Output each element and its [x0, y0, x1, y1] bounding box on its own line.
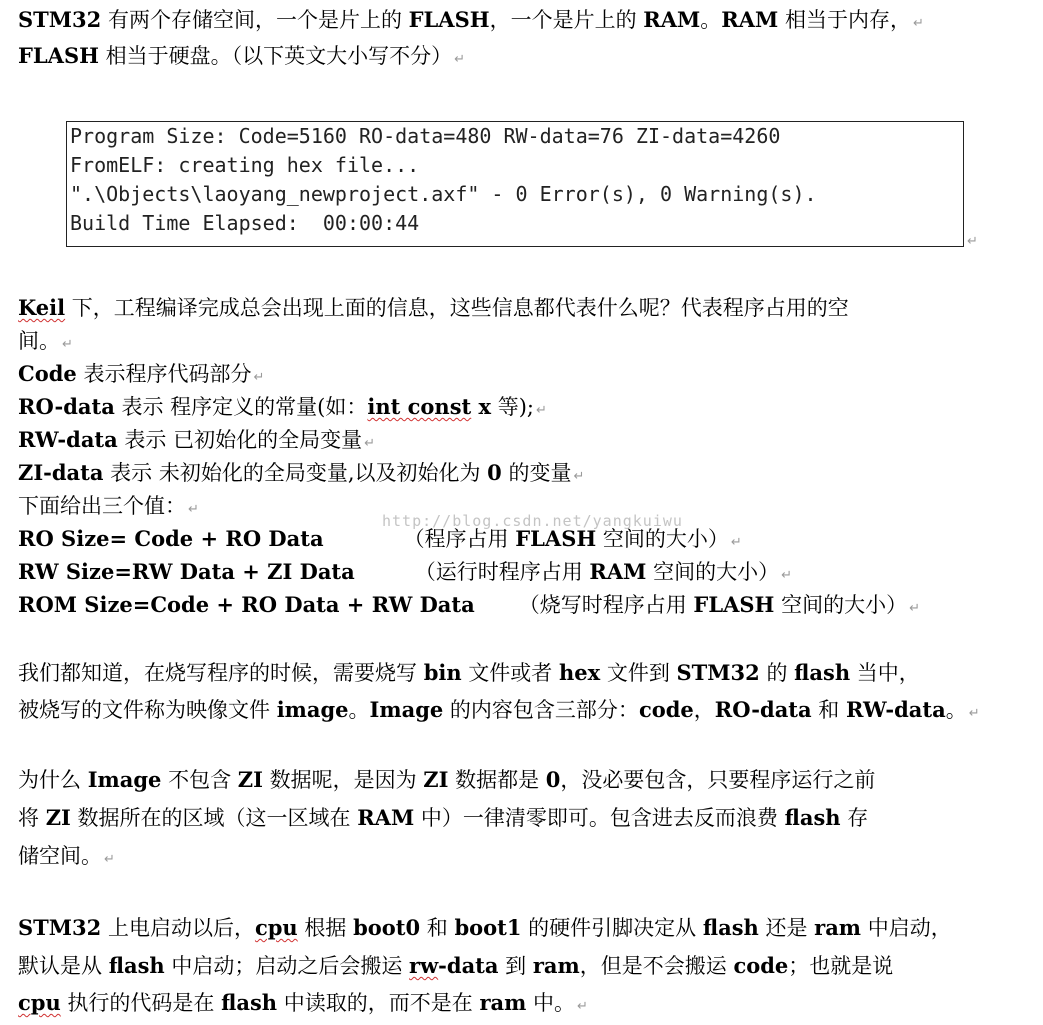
text-run: 当中， [850, 661, 920, 685]
text-run: 不包含 [161, 768, 238, 792]
text-run: cpu [254, 915, 298, 940]
text-run: RAM [721, 7, 779, 32]
text-run: 等); [491, 395, 535, 419]
text-run: 执行的代码是在 [60, 991, 222, 1015]
text-run: ；也就是说 [788, 954, 894, 978]
build-output-line: Build Time Elapsed: 00:00:44 [70, 211, 420, 235]
zi-paragraph-line-3 [18, 838, 115, 878]
text-run: int const [367, 394, 472, 419]
paragraph-mark-icon: ↵ [909, 601, 920, 616]
text-run: STM32 [18, 915, 102, 940]
paragraph-mark-icon: ↵ [364, 436, 376, 451]
text-run: Image [369, 697, 444, 722]
text-run: RAM [643, 7, 701, 32]
zi-paragraph-line-2 [18, 800, 868, 836]
text-run: 还是 [758, 916, 815, 940]
text-run: 表示程序代码部分 [76, 362, 252, 386]
keil-line-1 [18, 290, 849, 326]
text-run: 数据所在的区域（这一区域在 [70, 806, 358, 830]
text-run: 的 [759, 661, 795, 685]
text-run: ZI-data [18, 460, 104, 485]
text-run: hex [558, 660, 601, 685]
paragraph-mark-icon: ↵ [573, 469, 585, 484]
formula-expression: RW Size=RW Data + ZI Data [18, 559, 355, 584]
text-run: 间。 [18, 329, 60, 353]
formula-expression: RO Size= Code + RO Data [18, 526, 324, 551]
text-run: 。 [945, 698, 967, 722]
text-run: -data [438, 953, 499, 978]
text-run: STM32 [18, 7, 102, 32]
text-run: （程序占用 [403, 527, 516, 551]
text-run: STM32 [676, 660, 760, 685]
boot-paragraph-line-1 [18, 910, 952, 946]
text-run: 的变量 [501, 461, 572, 485]
text-run: flash [221, 990, 278, 1015]
text-run: FLASH [18, 43, 99, 68]
intro-line-1 [18, 2, 924, 42]
text-run: code [638, 697, 694, 722]
paragraph-mark-icon: ↵ [967, 234, 978, 249]
paragraph-mark-icon: ↵ [577, 999, 588, 1014]
text-run: boot0 [353, 915, 421, 940]
text-run: x [471, 394, 492, 419]
text-run: code [733, 953, 789, 978]
text-run: Code [18, 361, 77, 386]
text-run: FLASH [408, 7, 490, 32]
text-run: ram [532, 953, 580, 978]
text-run: 和 [420, 916, 455, 940]
text-run: flash [784, 805, 841, 830]
text-run: 。 [348, 698, 370, 722]
zi-paragraph-line-1 [18, 762, 875, 798]
paragraph-mark-icon: ↵ [188, 502, 199, 517]
text-run: 上电启动以后， [101, 916, 255, 940]
text-run: cpu [18, 990, 61, 1015]
paragraph-mark-icon: ↵ [104, 852, 115, 867]
text-run: 下，工程编译完成总会出现上面的信息，这些信息都代表什么呢？代表程序占用的空 [65, 296, 849, 320]
text-run: 相当于硬盘。（以下英文大小写不分） [98, 44, 453, 68]
text-run: flash [108, 953, 165, 978]
boot-paragraph-line-3 [18, 985, 588, 1025]
text-run: 相当于内存， [778, 8, 911, 32]
image-paragraph-line-1 [18, 655, 920, 691]
text-run: ram [814, 915, 862, 940]
paragraph-mark-icon: ↵ [454, 52, 466, 67]
text-run: ， [693, 698, 715, 722]
build-output-line: FromELF: creating hex file... [70, 153, 420, 177]
text-run: ，没必要包含，只要程序运行之前 [560, 768, 876, 792]
paragraph-mark-icon: ↵ [912, 16, 924, 31]
text-run: 空间的大小） [646, 560, 780, 584]
text-run: 默认是从 [18, 954, 109, 978]
text-run: 的硬件引脚决定从 [521, 916, 703, 940]
text-run: FLASH [515, 526, 597, 551]
text-run: boot1 [454, 915, 522, 940]
text-run: ram [479, 990, 527, 1015]
text-run: ZI [45, 805, 71, 830]
text-run: RW-data [845, 697, 946, 722]
text-run: 根据 [297, 916, 354, 940]
text-run: Keil [18, 295, 66, 320]
text-run: 下面给出三个值： [18, 494, 186, 518]
text-run: bin [423, 660, 462, 685]
text-run: 空间的大小） [774, 593, 908, 617]
text-run: 0 [545, 767, 561, 792]
text-run: 中读取的，而不是在 [277, 991, 480, 1015]
text-run: 和 [811, 698, 846, 722]
text-run: image [276, 697, 349, 722]
image-paragraph-line-2 [18, 692, 980, 732]
formula-expression: ROM Size=Code + RO Data + RW Data [18, 592, 475, 617]
text-run: ZI [423, 767, 449, 792]
intro-line-2 [18, 38, 465, 78]
paragraph-mark-icon: ↵ [62, 337, 73, 352]
text-run: （运行时程序占用 [414, 560, 590, 584]
text-run: ，一个是片上的 [489, 8, 644, 32]
text-run: 存 [840, 806, 869, 830]
text-run: 有两个存储空间，一个是片上的 [101, 8, 409, 32]
text-run: 0 [487, 460, 502, 485]
text-run: 文件到 [600, 661, 677, 685]
text-run: 表示 已初始化的全局变量 [117, 428, 363, 452]
text-run: 文件或者 [461, 661, 559, 685]
text-run: 数据都是 [448, 768, 546, 792]
paragraph-mark-icon: ↵ [730, 535, 742, 550]
build-output-box [66, 121, 964, 247]
text-run: flash [702, 915, 759, 940]
text-run: Image [87, 767, 162, 792]
boot-paragraph-line-2 [18, 948, 893, 984]
text-run: 中。 [526, 991, 576, 1015]
text-run: 为什么 [18, 768, 88, 792]
paragraph-mark-icon: ↵ [781, 568, 793, 583]
watermark: http://blog.csdn.net/yangkuiwu [382, 512, 683, 530]
text-run: ，但是不会搬运 [579, 954, 734, 978]
text-run: 中启动；启动之后会搬运 [164, 954, 410, 978]
text-run: 被烧写的文件称为映像文件 [18, 698, 277, 722]
text-run: 如： [325, 395, 368, 419]
text-run: 。 [700, 8, 722, 32]
text-run: RW-data [18, 427, 118, 452]
text-run: 中启动， [861, 916, 952, 940]
text-run: 空间的大小） [596, 527, 729, 551]
text-run: flash [794, 660, 851, 685]
paragraph-mark-icon: ↵ [253, 370, 265, 385]
text-run: RO-data [714, 697, 812, 722]
text-run: （烧写时程序占用 [518, 593, 694, 617]
text-run: 的内容包含三部分： [443, 698, 639, 722]
text-run: 将 [18, 806, 46, 830]
text-run: 数据呢，是因为 [262, 768, 424, 792]
build-output-line: Program Size: Code=5160 RO-data=480 RW-data=76 ZI-data=4260 [70, 124, 781, 148]
text-run: RO-data [18, 394, 115, 419]
text-run: FLASH [693, 592, 775, 617]
text-run: RAM [357, 805, 415, 830]
build-output-line: ".\Objects\laoyang_newproject.axf" - 0 Error(s), 0 Warning(s). [70, 182, 817, 206]
text-run: 中）一律清零即可。包含进去反而浪费 [414, 806, 785, 830]
rom-size-formula [18, 587, 920, 627]
text-run: rw [409, 953, 439, 978]
paragraph-mark-icon: ↵ [968, 706, 980, 721]
text-run: ZI [237, 767, 263, 792]
text-run: 我们都知道，在烧写程序的时候，需要烧写 [18, 661, 424, 685]
text-run: RAM [589, 559, 647, 584]
text-run: 储空间。 [18, 844, 102, 868]
paragraph-mark-icon: ↵ [536, 403, 547, 418]
text-run: 到 [498, 954, 533, 978]
text-run: 表示 未初始化的全局变量,以及初始化为 [103, 461, 488, 485]
text-run: 表示 程序定义的常量( [114, 395, 326, 419]
